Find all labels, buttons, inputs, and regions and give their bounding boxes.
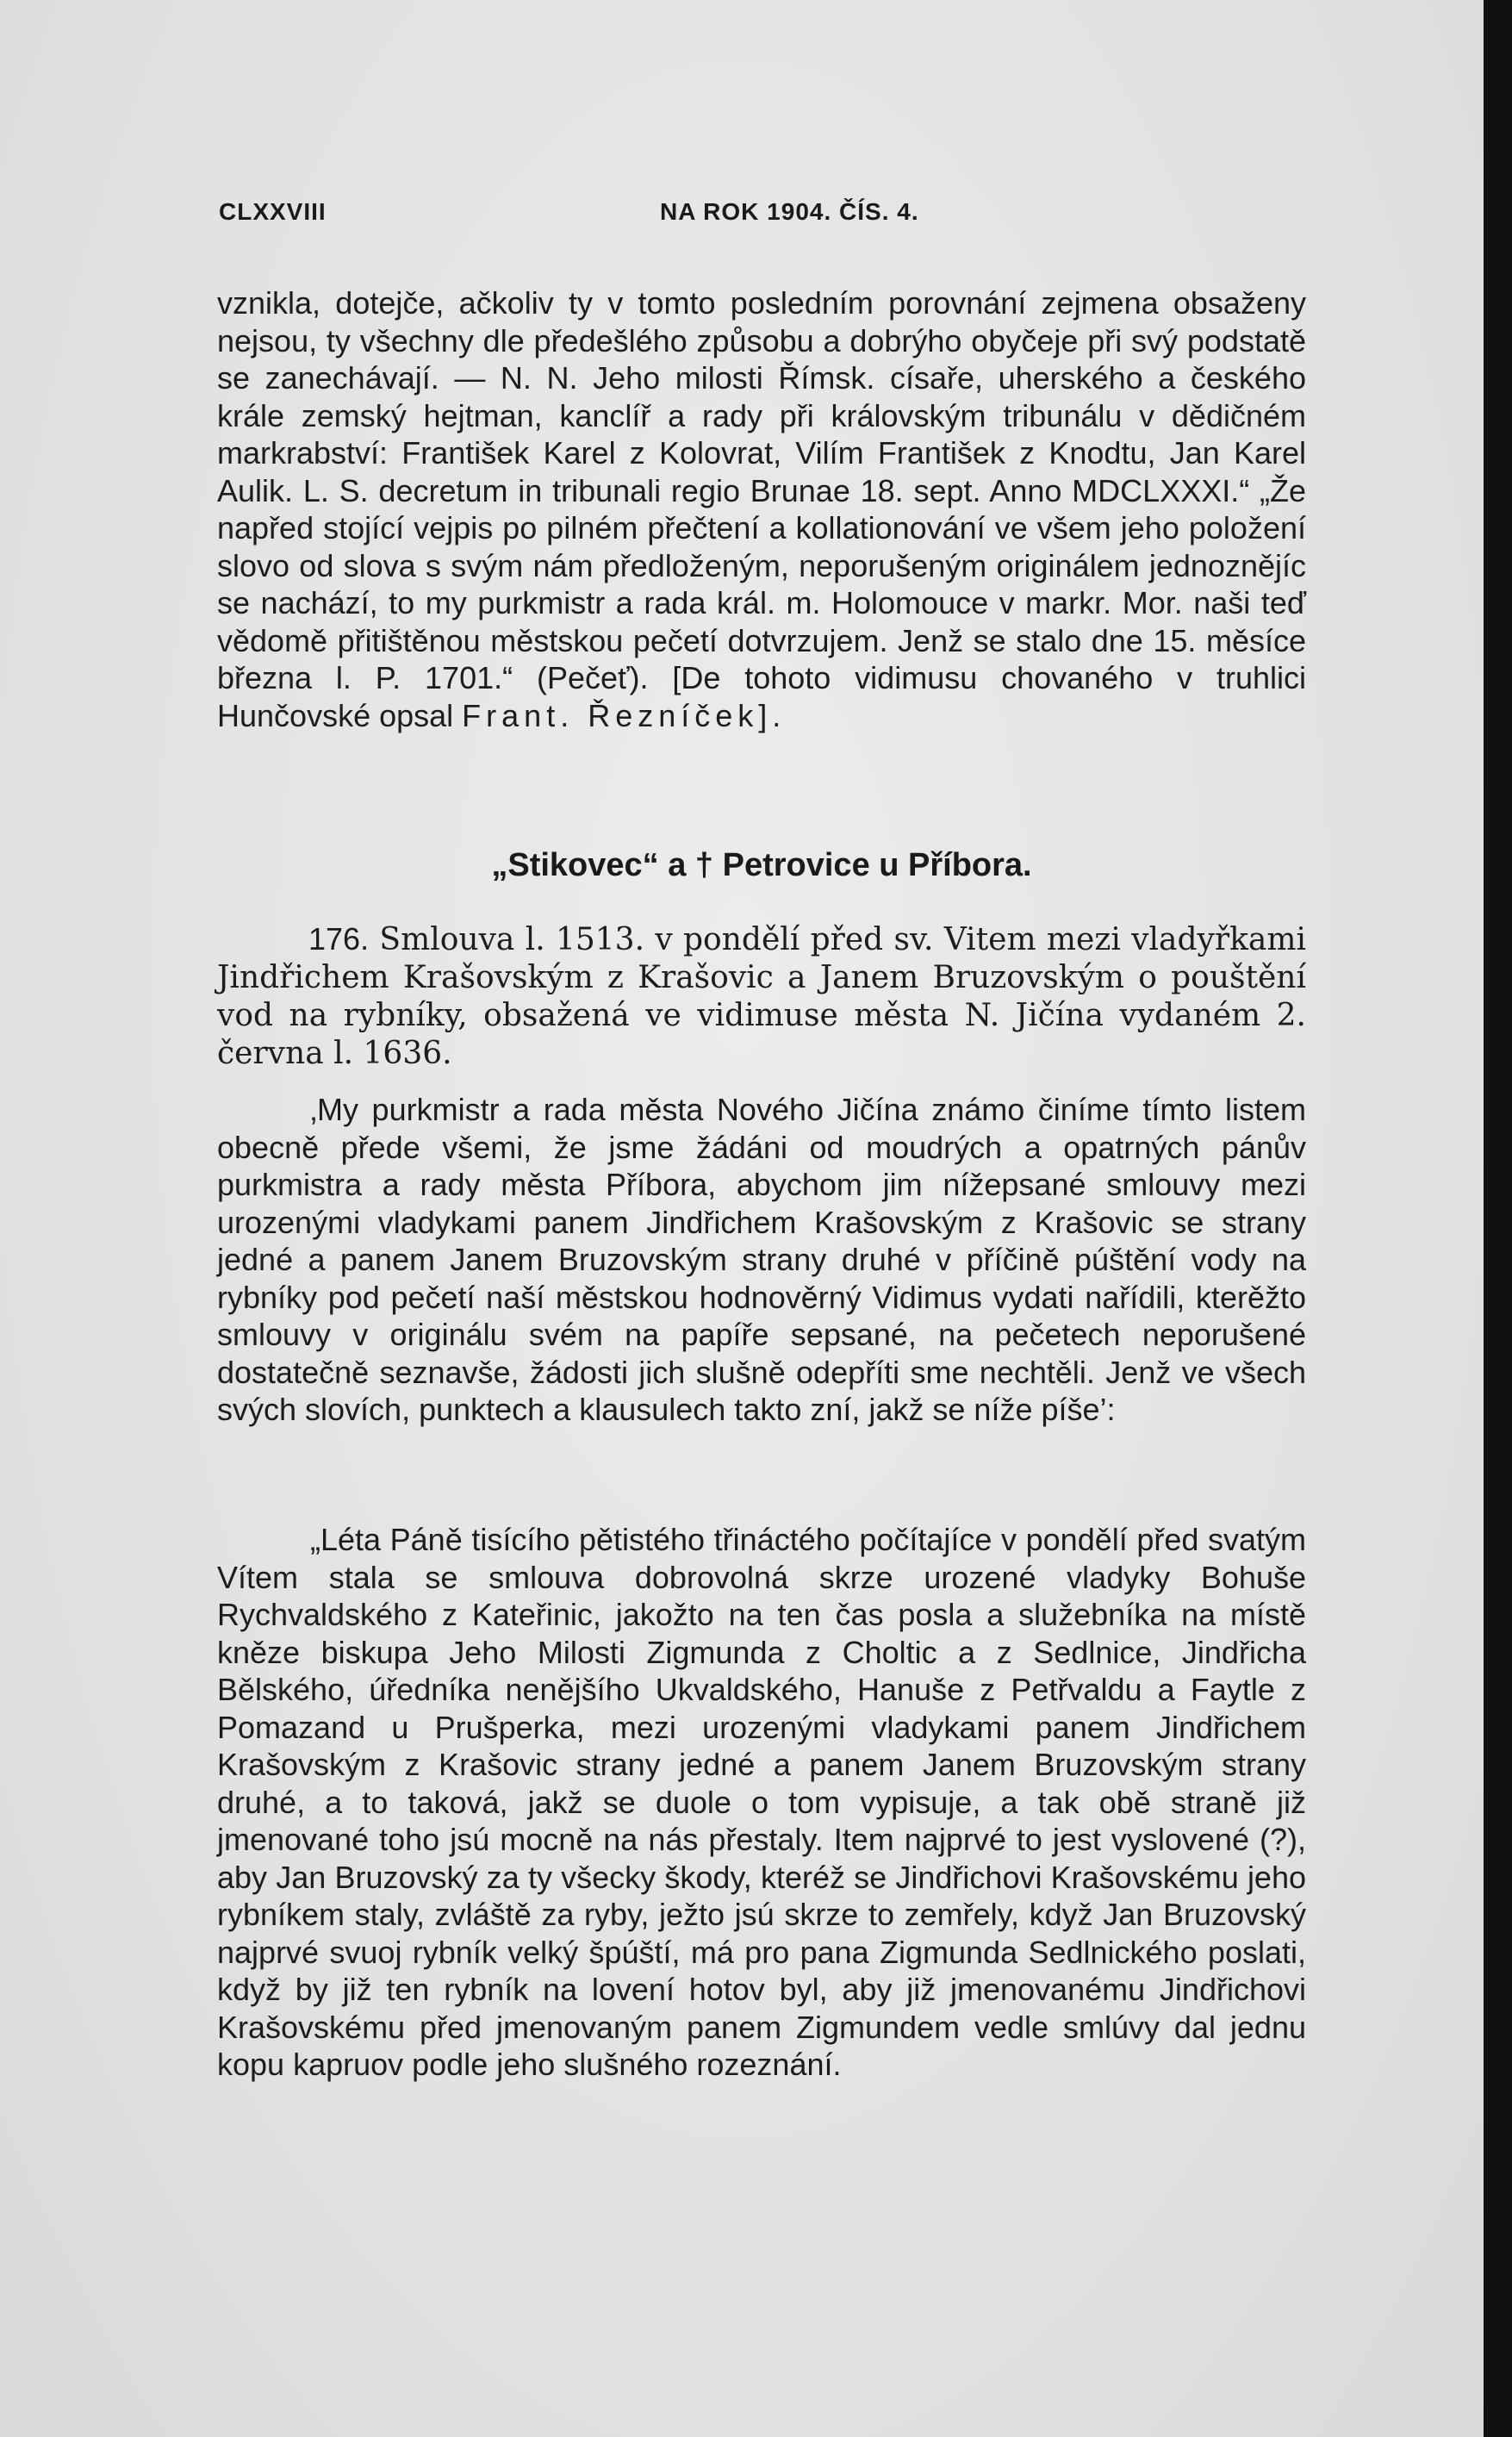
transcriber-signature: Frant. Řezníček]. xyxy=(462,697,787,733)
document-176-heading xyxy=(217,920,1306,1073)
document-number: 176. xyxy=(308,921,370,957)
intro-body: vznikla, dotejče, ačkoliv ty v tomto posledním porovnání zejmena obsaženy nejsou, ty všechny dle předešlého způsobu a dobrýho obyčeje při svý podstatě se zanechávají. — N. N. Jeho milosti Římsk. císaře, uherského a českého krále zemský hejtman, kanclíř a rady při královským tribunálu v dědičném markrabství: František Karel z Kolovrat, Vilím František z Knodtu, Jan Karel Aulik. L. S. decretum in tribunali regio Brunae 18. sept. Anno MDCLXXXI.“ „Že napřed stojící vejpis po pilném přečtení a kollationování ve všem jeho položení slovo od slova s svým nám předloženým, neporušeným originálem jednoznějíc se nachází, to my purkmistr a rada král. m. Holomouce v markr. Mor. naši teď vědomě přitištěnou městskou pečetí dotvrzujem. Jenž se stalo dne 15. měsíce března l. P. 1701.“ (Pečeť). [De tohoto vidimusu chovaného v truhlici Hunčovské opsal xyxy=(217,285,1306,733)
contract-text xyxy=(217,1521,1306,2084)
section-title: „Stikovec“ a † Petrovice u Příbora. xyxy=(491,847,1032,883)
intro-paragraph xyxy=(217,284,1306,734)
contract-paragraph: „Léta Páně tisícího pětistého třináctého počítajíce v pondělí před svatým Vítem stala se smlouva dobrovolná skrze urozené vladyky Bohuše Rychvaldského z Kateřinic, jakožto na ten čas posla a služebníka na místě kněze biskupa Jeho Milosti Zigmunda z Choltic a z Sedlnice, Jindřicha Bělského, úředníka nenějšího Ukvaldského, Hanuše z Petřvaldu a Faytle z Pomazand u Prušperka, mezi urozenými vladykami panem Jindřichem Krašovským z Krašovic strany jedné a panem Janem Bruzovským strany druhé, a to taková, jakž se duole o tom vypisuje, a tak obě straně již jmenované toho jsú mocně na nás přestaly. Item najprvé to jest vyslovené (?), aby Jan Bruzovský za ty všecky škody, kteréž se Jindřichovi Krašovskému jeho rybníkem staly, zvláště za ryby, ježto jsú skrze to zemřely, když Jan Bruzovský najprvé svuoj rybník velký špúští, má pro pana Zigmunda Sedlnického poslati, když by již ten rybník na lovení hotov byl, aby již jmenovanému Jindřichovi Krašovskému před jmenovaným panem Zigmundem vedle smlúvy dal jednu kopu kapruov podle jeho slušného rozeznání. xyxy=(217,1522,1306,2082)
vidimus-paragraph: ‚My purkmistr a rada města Nového Jičína známo činíme tímto listem obecně přede všemi, že jsme žádáni od moudrých a opatrných pánův purkmistra a rady města Příbora, abychom jim nížepsané smlouvy mezi urozenými vladykami panem Jindřichem Krašovským z Krašovic se strany jedné a panem Janem Bruzovským strany druhé v příčině púštění vody na rybníky pod pečetí naší městskou hodnověrný Vidimus vydati nařídili, kterěžto smlouvy v originálu svém na papíře sepsané, na pečetech neporušené dostatečně seznavše, žádosti jich slušně odepříti sme nechtěli. Jenž ve všech svých slovích, punktech a klausulech takto zní, jakž se níže píše’: xyxy=(217,1092,1306,1427)
vidimus-text xyxy=(217,1091,1306,1429)
running-title: NA ROK 1904. ČÍS. 4. xyxy=(660,198,919,225)
document-176-paragraph xyxy=(217,920,1306,1073)
document-summary: Smlouva l. 1513. v pondělí před sv. Vitem mezi vladyřkami Jindřichem Krašovským z Krašovic a Janem Bruzovským o pouštění vod na rybníky, obsažená ve vidimuse města N. Jičína vydaném 2. června l. 1636. xyxy=(217,922,1306,1071)
page-number: CLXXVIII xyxy=(219,198,327,225)
intro-text xyxy=(217,284,1306,734)
scan-edge xyxy=(1484,0,1512,2437)
page-header xyxy=(219,198,1313,233)
